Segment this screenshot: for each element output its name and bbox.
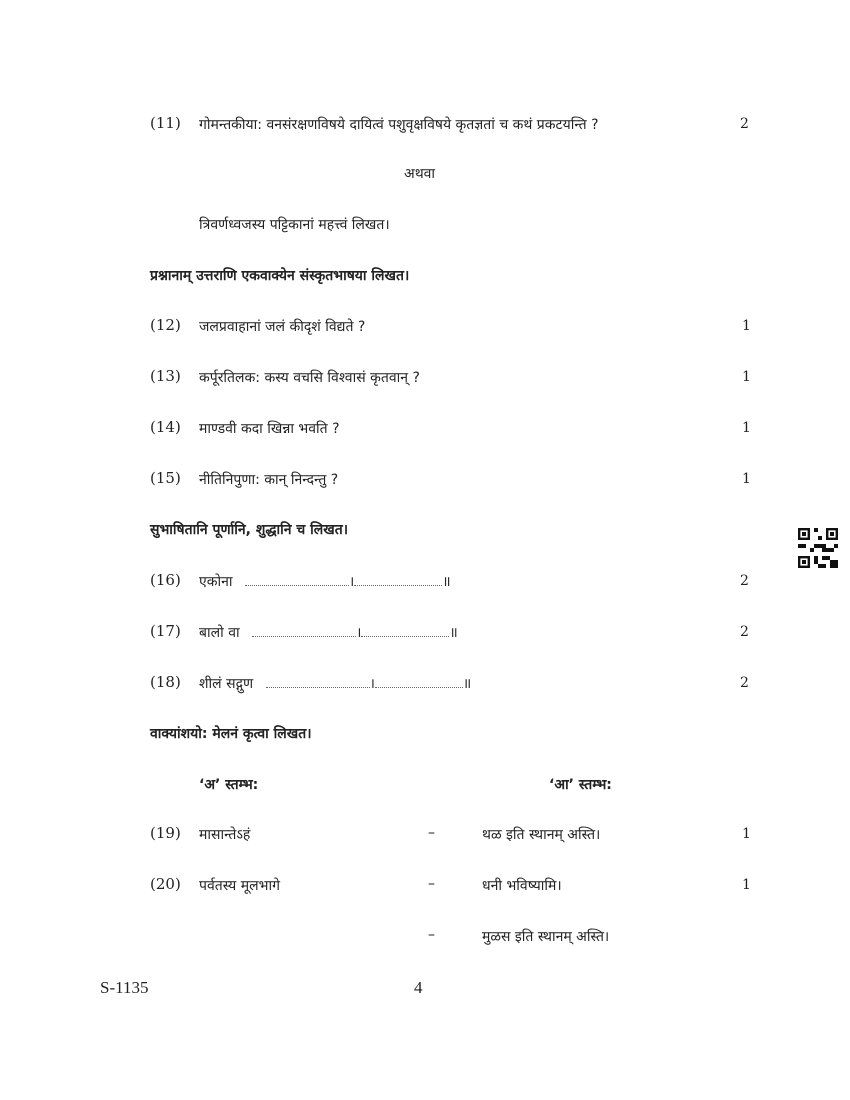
question-number: (15)	[150, 469, 181, 487]
blank-line	[375, 677, 463, 688]
section-heading: प्रश्नानाम् उत्तराणि एकवाक्येन संस्कृतभाषया लिखत।	[150, 268, 410, 284]
match-left: पर्वतस्य मूलभागे	[199, 878, 280, 894]
section-heading: सुभाषितानि पूर्णानि, शुद्धानि च लिखत।	[150, 522, 349, 538]
question-number: (12)	[150, 316, 181, 334]
double-danda: ॥	[462, 676, 472, 692]
question-alt-text: त्रिवर्णध्वजस्य पट्टिकानां महत्त्वं लिखत।	[199, 217, 390, 233]
question-number: (13)	[150, 367, 181, 385]
question-number: (14)	[150, 418, 181, 436]
double-danda: ॥	[449, 625, 458, 641]
question-text: जलप्रवाहानां जलं कीदृशं विद्यते ?	[199, 319, 366, 335]
question-number: (11)	[150, 114, 181, 132]
match-dash: –	[428, 876, 435, 892]
verse-start: बालो वा	[199, 625, 240, 641]
question-marks: 1	[742, 318, 751, 334]
section-heading: वाक्यांशयो: मेलनं कृत्वा लिखत।	[150, 726, 312, 742]
verse-start: एकोना	[199, 574, 233, 590]
column-a-heading: ‘अ’ स्तम्भ:	[199, 777, 259, 793]
question-marks: 2	[740, 573, 749, 589]
question-number: (17)	[150, 622, 181, 640]
blank-line	[361, 626, 449, 637]
blank-line	[245, 575, 349, 586]
question-number: (20)	[150, 875, 181, 893]
question-text	[199, 623, 458, 642]
question-text: कर्पूरतिलक: कस्य वचसि विश्वासं कृतवान् ?	[199, 370, 420, 386]
match-dash: –	[428, 927, 435, 943]
match-right: मुळस इति स्थानम् अस्ति।	[482, 929, 610, 945]
qr-code-image	[798, 528, 838, 568]
match-right: धनी भविष्यामि।	[482, 878, 562, 894]
question-marks: 1	[742, 877, 751, 893]
question-marks: 2	[740, 675, 749, 691]
verse-start: शीलं सद्गुण	[199, 676, 254, 692]
question-text: नीतिनिपुणा: कान् निन्दन्तु ?	[199, 472, 339, 488]
question-text	[199, 674, 471, 693]
blank-line	[266, 677, 370, 688]
question-marks: 2	[740, 116, 749, 132]
question-text: गोमन्तकीया: वनसंरक्षणविषये दायित्वं पशुवृक्षविषये कृतज्ञतां च कथं प्रकटयन्ति ?	[199, 117, 599, 133]
match-right: थळ इति स्थानम् अस्ति।	[482, 827, 601, 843]
paper-code: S-1135	[100, 978, 149, 997]
question-text: माण्डवी कदा खिन्ना भवति ?	[199, 421, 340, 437]
danda: ।	[348, 574, 355, 590]
or-label: अथवा	[404, 166, 436, 182]
match-dash: –	[428, 825, 435, 841]
question-number: (19)	[150, 824, 181, 842]
page-number: 4	[414, 978, 423, 997]
danda: ।	[356, 625, 362, 641]
question-marks: 1	[742, 420, 751, 436]
column-aa-heading: ‘आ’ स्तम्भ:	[549, 777, 612, 793]
question-marks: 2	[740, 624, 749, 640]
question-marks: 1	[742, 471, 751, 487]
double-danda: ॥	[442, 574, 451, 590]
danda: ।	[369, 676, 375, 692]
question-marks: 1	[742, 826, 751, 842]
question-marks: 1	[742, 369, 751, 385]
blank-line	[354, 575, 442, 586]
question-number: (16)	[150, 571, 181, 589]
match-left: मासान्तेऽहं	[199, 827, 251, 843]
question-number: (18)	[150, 673, 181, 691]
blank-line	[252, 626, 356, 637]
question-text	[199, 572, 451, 591]
